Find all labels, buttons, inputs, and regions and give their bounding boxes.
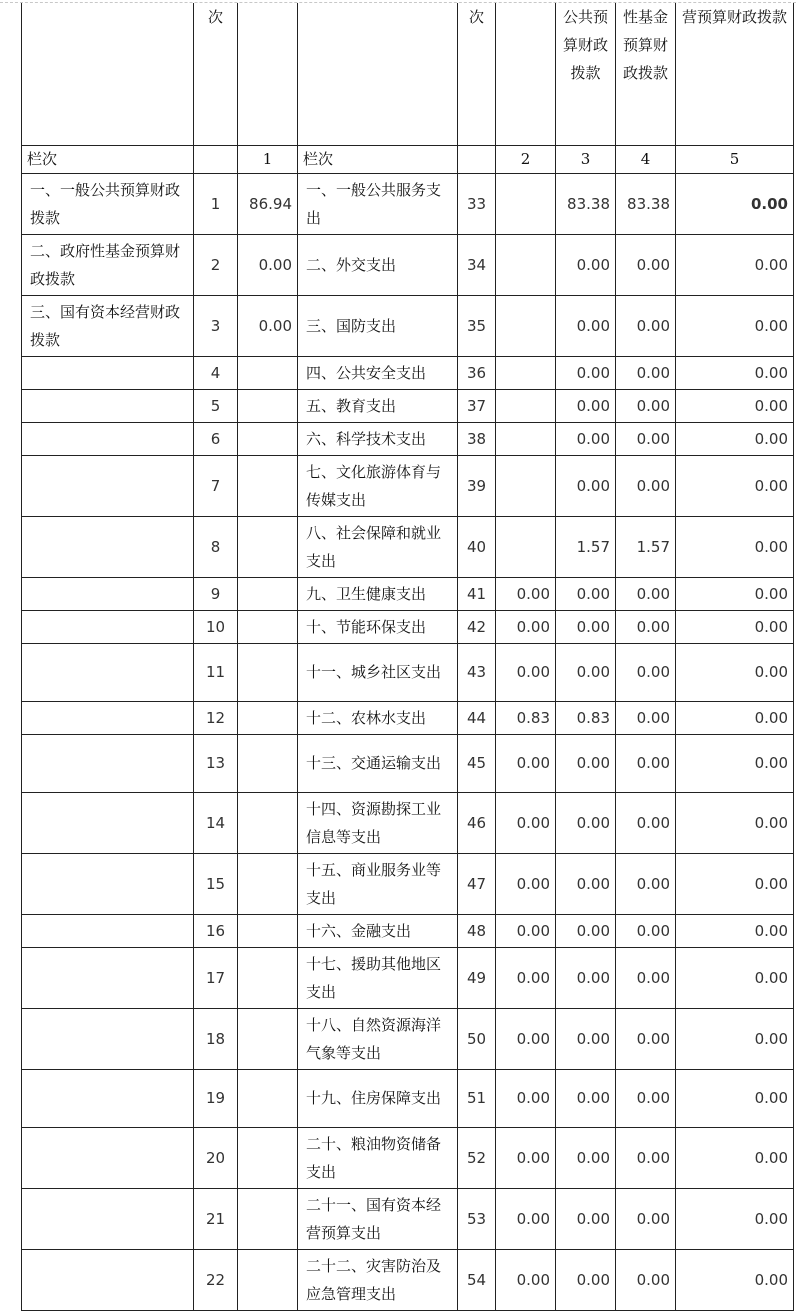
total-amount-cell: 0.00 <box>496 1069 556 1127</box>
income-item-cell <box>22 610 194 643</box>
income-line-no-cell: 19 <box>194 1069 238 1127</box>
table-row <box>22 947 794 1008</box>
income-item-cell <box>22 853 194 914</box>
expense-line-no-cell: 48 <box>458 914 496 947</box>
expense-item-cell: 四、公共安全支出 <box>298 356 458 389</box>
general-budget-amount-cell: 0.00 <box>556 1127 616 1188</box>
fund-budget-amount-cell: 0.00 <box>616 1188 676 1249</box>
fund-budget-amount-cell: 0.00 <box>616 947 676 1008</box>
income-amount-cell: 86.94 <box>238 173 298 234</box>
income-line-no-cell: 7 <box>194 455 238 516</box>
income-amount-cell <box>238 1008 298 1069</box>
general-budget-amount-cell: 0.00 <box>556 792 616 853</box>
colnum-3: 3 <box>556 145 616 173</box>
income-line-no-cell: 22 <box>194 1249 238 1310</box>
expense-item-cell: 八、社会保障和就业支出 <box>298 516 458 577</box>
income-line-no-cell: 16 <box>194 914 238 947</box>
fund-budget-amount-cell: 0.00 <box>616 792 676 853</box>
expense-item-cell: 十八、自然资源海洋气象等支出 <box>298 1008 458 1069</box>
total-amount-cell <box>496 422 556 455</box>
total-amount-cell: 0.00 <box>496 1008 556 1069</box>
general-budget-amount-cell: 0.00 <box>556 643 616 701</box>
income-line-no-cell: 15 <box>194 853 238 914</box>
income-line-no-cell: 9 <box>194 577 238 610</box>
expense-item-cell: 十六、金融支出 <box>298 914 458 947</box>
header-income-line-no-cell: 次 <box>194 3 238 145</box>
state-capital-amount-cell: 0.00 <box>676 914 794 947</box>
income-item-cell <box>22 356 194 389</box>
fund-budget-amount-cell: 1.57 <box>616 516 676 577</box>
income-amount-cell <box>238 734 298 792</box>
expense-item-cell: 十七、援助其他地区支出 <box>298 947 458 1008</box>
fund-budget-amount-cell: 0.00 <box>616 1127 676 1188</box>
state-capital-amount-cell: 0.00 <box>676 947 794 1008</box>
income-line-no-cell: 17 <box>194 947 238 1008</box>
total-amount-cell <box>496 389 556 422</box>
table-row <box>22 356 794 389</box>
fund-budget-amount-cell: 0.00 <box>616 577 676 610</box>
table-row <box>22 234 794 295</box>
total-amount-cell <box>496 234 556 295</box>
table-row <box>22 577 794 610</box>
general-budget-amount-cell: 0.00 <box>556 577 616 610</box>
income-amount-cell: 0.00 <box>238 295 298 356</box>
expense-item-cell: 十、节能环保支出 <box>298 610 458 643</box>
fund-budget-amount-cell: 0.00 <box>616 853 676 914</box>
total-amount-cell: 0.00 <box>496 1127 556 1188</box>
total-amount-cell: 0.00 <box>496 643 556 701</box>
income-amount-cell <box>238 422 298 455</box>
expense-item-cell: 十一、城乡社区支出 <box>298 643 458 701</box>
expense-item-cell: 二十、粮油物资储备支出 <box>298 1127 458 1188</box>
fund-budget-amount-cell: 0.00 <box>616 422 676 455</box>
colnum-2: 2 <box>496 145 556 173</box>
income-line-no-cell: 18 <box>194 1008 238 1069</box>
income-line-no-cell: 4 <box>194 356 238 389</box>
income-item-cell <box>22 1188 194 1249</box>
general-budget-amount-cell: 0.00 <box>556 1069 616 1127</box>
income-item-cell <box>22 792 194 853</box>
income-item-cell <box>22 577 194 610</box>
expense-item-cell: 十四、资源勘探工业信息等支出 <box>298 792 458 853</box>
income-amount-cell <box>238 455 298 516</box>
total-amount-cell <box>496 356 556 389</box>
header-expense-item-cell <box>298 3 458 145</box>
fund-budget-amount-cell: 0.00 <box>616 701 676 734</box>
state-capital-amount-cell: 0.00 <box>676 422 794 455</box>
table-row <box>22 643 794 701</box>
income-line-no-cell: 20 <box>194 1127 238 1188</box>
expense-line-no-cell: 53 <box>458 1188 496 1249</box>
general-budget-amount-cell: 0.00 <box>556 422 616 455</box>
expense-line-no-cell: 44 <box>458 701 496 734</box>
colnum-empty-1 <box>194 145 238 173</box>
colnum-empty-2 <box>458 145 496 173</box>
general-budget-amount-cell: 0.00 <box>556 389 616 422</box>
income-item-cell <box>22 1069 194 1127</box>
income-line-no-cell: 10 <box>194 610 238 643</box>
income-item-cell <box>22 1127 194 1188</box>
income-line-no-cell: 2 <box>194 234 238 295</box>
table-row <box>22 295 794 356</box>
expense-line-no-cell: 54 <box>458 1249 496 1310</box>
fund-budget-amount-cell: 0.00 <box>616 914 676 947</box>
state-capital-amount-cell: 0.00 <box>676 516 794 577</box>
expense-line-no-cell: 35 <box>458 295 496 356</box>
expense-item-cell: 七、文化旅游体育与传媒支出 <box>298 455 458 516</box>
expense-line-no-cell: 33 <box>458 173 496 234</box>
income-amount-cell <box>238 1188 298 1249</box>
header-top-row <box>22 3 794 145</box>
colnum-label-right: 栏次 <box>298 145 458 173</box>
income-line-no-cell: 6 <box>194 422 238 455</box>
header-income-amount-cell <box>238 3 298 145</box>
column-number-row <box>22 145 794 173</box>
expense-item-cell: 十二、农林水支出 <box>298 701 458 734</box>
state-capital-amount-cell: 0.00 <box>676 610 794 643</box>
income-line-no-cell: 11 <box>194 643 238 701</box>
state-capital-amount-cell: 0.00 <box>676 1127 794 1188</box>
income-amount-cell <box>238 792 298 853</box>
total-amount-cell: 0.00 <box>496 853 556 914</box>
fund-budget-amount-cell: 0.00 <box>616 610 676 643</box>
income-line-no-cell: 13 <box>194 734 238 792</box>
total-amount-cell <box>496 516 556 577</box>
table-row <box>22 1188 794 1249</box>
state-capital-amount-cell: 0.00 <box>676 1069 794 1127</box>
income-item-cell: 二、政府性基金预算财政拨款 <box>22 234 194 295</box>
total-amount-cell <box>496 455 556 516</box>
fund-budget-amount-cell: 0.00 <box>616 1069 676 1127</box>
table-row <box>22 173 794 234</box>
fund-budget-amount-cell: 0.00 <box>616 643 676 701</box>
total-amount-cell: 0.00 <box>496 792 556 853</box>
income-amount-cell <box>238 853 298 914</box>
state-capital-amount-cell: 0.00 <box>676 734 794 792</box>
table-row <box>22 701 794 734</box>
income-amount-cell: 0.00 <box>238 234 298 295</box>
fund-budget-amount-cell: 0.00 <box>616 234 676 295</box>
state-capital-amount-cell: 0.00 <box>676 792 794 853</box>
total-amount-cell <box>496 173 556 234</box>
general-budget-amount-cell: 0.00 <box>556 853 616 914</box>
state-capital-amount-cell: 0.00 <box>676 455 794 516</box>
state-capital-amount-cell: 0.00 <box>676 1188 794 1249</box>
table-row <box>22 734 794 792</box>
expense-item-cell: 十五、商业服务业等支出 <box>298 853 458 914</box>
header-expense-line-no-cell: 次 <box>458 3 496 145</box>
expense-line-no-cell: 51 <box>458 1069 496 1127</box>
income-item-cell <box>22 389 194 422</box>
total-amount-cell: 0.83 <box>496 701 556 734</box>
expense-item-cell: 二十二、灾害防治及应急管理支出 <box>298 1249 458 1310</box>
income-amount-cell <box>238 1069 298 1127</box>
income-line-no-cell: 3 <box>194 295 238 356</box>
general-budget-amount-cell: 0.00 <box>556 455 616 516</box>
income-amount-cell <box>238 577 298 610</box>
expense-line-no-cell: 38 <box>458 422 496 455</box>
income-item-cell <box>22 1008 194 1069</box>
income-item-cell <box>22 914 194 947</box>
expense-line-no-cell: 47 <box>458 853 496 914</box>
expense-item-cell: 十三、交通运输支出 <box>298 734 458 792</box>
income-item-cell <box>22 734 194 792</box>
expense-item-cell: 三、国防支出 <box>298 295 458 356</box>
income-line-no-cell: 12 <box>194 701 238 734</box>
income-line-no-cell: 1 <box>194 173 238 234</box>
total-amount-cell <box>496 295 556 356</box>
total-amount-cell: 0.00 <box>496 1249 556 1310</box>
income-amount-cell <box>238 1249 298 1310</box>
income-item-cell: 三、国有资本经营财政拨款 <box>22 295 194 356</box>
table-row <box>22 792 794 853</box>
income-item-cell <box>22 947 194 1008</box>
table-body <box>22 3 794 1310</box>
expense-line-no-cell: 40 <box>458 516 496 577</box>
income-item-cell <box>22 701 194 734</box>
general-budget-amount-cell: 0.00 <box>556 1249 616 1310</box>
state-capital-amount-cell: 0.00 <box>676 643 794 701</box>
expense-line-no-cell: 36 <box>458 356 496 389</box>
general-budget-amount-cell: 0.00 <box>556 356 616 389</box>
income-amount-cell <box>238 643 298 701</box>
state-capital-amount-cell: 0.00 <box>676 389 794 422</box>
fund-budget-amount-cell: 0.00 <box>616 455 676 516</box>
table-row <box>22 1069 794 1127</box>
income-amount-cell <box>238 356 298 389</box>
header-income-item-cell <box>22 3 194 145</box>
expense-line-no-cell: 45 <box>458 734 496 792</box>
general-budget-amount-cell: 0.83 <box>556 701 616 734</box>
total-amount-cell: 0.00 <box>496 577 556 610</box>
total-amount-cell: 0.00 <box>496 734 556 792</box>
general-budget-amount-cell: 0.00 <box>556 734 616 792</box>
table-row <box>22 1249 794 1310</box>
expense-line-no-cell: 43 <box>458 643 496 701</box>
header-fund-budget-cell: 性基金预算财政拨款 <box>616 3 676 145</box>
income-item-cell <box>22 422 194 455</box>
income-amount-cell <box>238 701 298 734</box>
table-row <box>22 853 794 914</box>
expense-line-no-cell: 37 <box>458 389 496 422</box>
income-item-cell <box>22 1249 194 1310</box>
expense-item-cell: 十九、住房保障支出 <box>298 1069 458 1127</box>
table-row <box>22 1127 794 1188</box>
general-budget-amount-cell: 0.00 <box>556 234 616 295</box>
colnum-1: 1 <box>238 145 298 173</box>
total-amount-cell: 0.00 <box>496 1188 556 1249</box>
colnum-4: 4 <box>616 145 676 173</box>
fund-budget-amount-cell: 0.00 <box>616 389 676 422</box>
income-line-no-cell: 21 <box>194 1188 238 1249</box>
expense-line-no-cell: 39 <box>458 455 496 516</box>
colnum-5: 5 <box>676 145 794 173</box>
expense-item-cell: 九、卫生健康支出 <box>298 577 458 610</box>
fund-budget-amount-cell: 0.00 <box>616 1008 676 1069</box>
expense-line-no-cell: 49 <box>458 947 496 1008</box>
income-item-cell <box>22 643 194 701</box>
expense-line-no-cell: 41 <box>458 577 496 610</box>
state-capital-amount-cell: 0.00 <box>676 356 794 389</box>
income-amount-cell <box>238 516 298 577</box>
total-amount-cell: 0.00 <box>496 947 556 1008</box>
total-amount-cell: 0.00 <box>496 610 556 643</box>
income-item-cell <box>22 516 194 577</box>
table-row <box>22 422 794 455</box>
income-amount-cell <box>238 947 298 1008</box>
header-state-capital-budget-cell: 营预算财政拨款 <box>676 3 794 145</box>
header-general-budget-cell: 公共预算财政拨款 <box>556 3 616 145</box>
header-total-cell <box>496 3 556 145</box>
fund-budget-amount-cell: 83.38 <box>616 173 676 234</box>
state-capital-amount-cell: 0.00 <box>676 701 794 734</box>
total-amount-cell: 0.00 <box>496 914 556 947</box>
state-capital-amount-cell: 0.00 <box>676 234 794 295</box>
state-capital-amount-cell: 0.00 <box>676 577 794 610</box>
state-capital-amount-cell: 0.00 <box>676 295 794 356</box>
fund-budget-amount-cell: 0.00 <box>616 295 676 356</box>
general-budget-amount-cell: 0.00 <box>556 295 616 356</box>
income-amount-cell <box>238 914 298 947</box>
fiscal-appropriation-table <box>21 3 794 1311</box>
general-budget-amount-cell: 0.00 <box>556 1008 616 1069</box>
state-capital-amount-cell: 0.00 <box>676 173 794 234</box>
general-budget-amount-cell: 0.00 <box>556 947 616 1008</box>
table-row <box>22 610 794 643</box>
income-amount-cell <box>238 1127 298 1188</box>
income-line-no-cell: 5 <box>194 389 238 422</box>
expense-line-no-cell: 46 <box>458 792 496 853</box>
income-amount-cell <box>238 389 298 422</box>
state-capital-amount-cell: 0.00 <box>676 853 794 914</box>
expense-item-cell: 二十一、国有资本经营预算支出 <box>298 1188 458 1249</box>
expense-item-cell: 二、外交支出 <box>298 234 458 295</box>
general-budget-amount-cell: 0.00 <box>556 610 616 643</box>
colnum-label-left: 栏次 <box>22 145 194 173</box>
expense-line-no-cell: 34 <box>458 234 496 295</box>
income-item-cell: 一、一般公共预算财政拨款 <box>22 173 194 234</box>
fund-budget-amount-cell: 0.00 <box>616 356 676 389</box>
income-line-no-cell: 8 <box>194 516 238 577</box>
fund-budget-amount-cell: 0.00 <box>616 1249 676 1310</box>
income-item-cell <box>22 455 194 516</box>
table-row <box>22 914 794 947</box>
general-budget-amount-cell: 0.00 <box>556 1188 616 1249</box>
table-row <box>22 455 794 516</box>
income-line-no-cell: 14 <box>194 792 238 853</box>
income-amount-cell <box>238 610 298 643</box>
general-budget-amount-cell: 1.57 <box>556 516 616 577</box>
table-row <box>22 516 794 577</box>
expense-item-cell: 六、科学技术支出 <box>298 422 458 455</box>
general-budget-amount-cell: 83.38 <box>556 173 616 234</box>
table-row <box>22 389 794 422</box>
expense-line-no-cell: 42 <box>458 610 496 643</box>
expense-item-cell: 一、一般公共服务支出 <box>298 173 458 234</box>
expense-item-cell: 五、教育支出 <box>298 389 458 422</box>
general-budget-amount-cell: 0.00 <box>556 914 616 947</box>
fund-budget-amount-cell: 0.00 <box>616 734 676 792</box>
state-capital-amount-cell: 0.00 <box>676 1249 794 1310</box>
table-row <box>22 1008 794 1069</box>
state-capital-amount-cell: 0.00 <box>676 1008 794 1069</box>
expense-line-no-cell: 50 <box>458 1008 496 1069</box>
expense-line-no-cell: 52 <box>458 1127 496 1188</box>
